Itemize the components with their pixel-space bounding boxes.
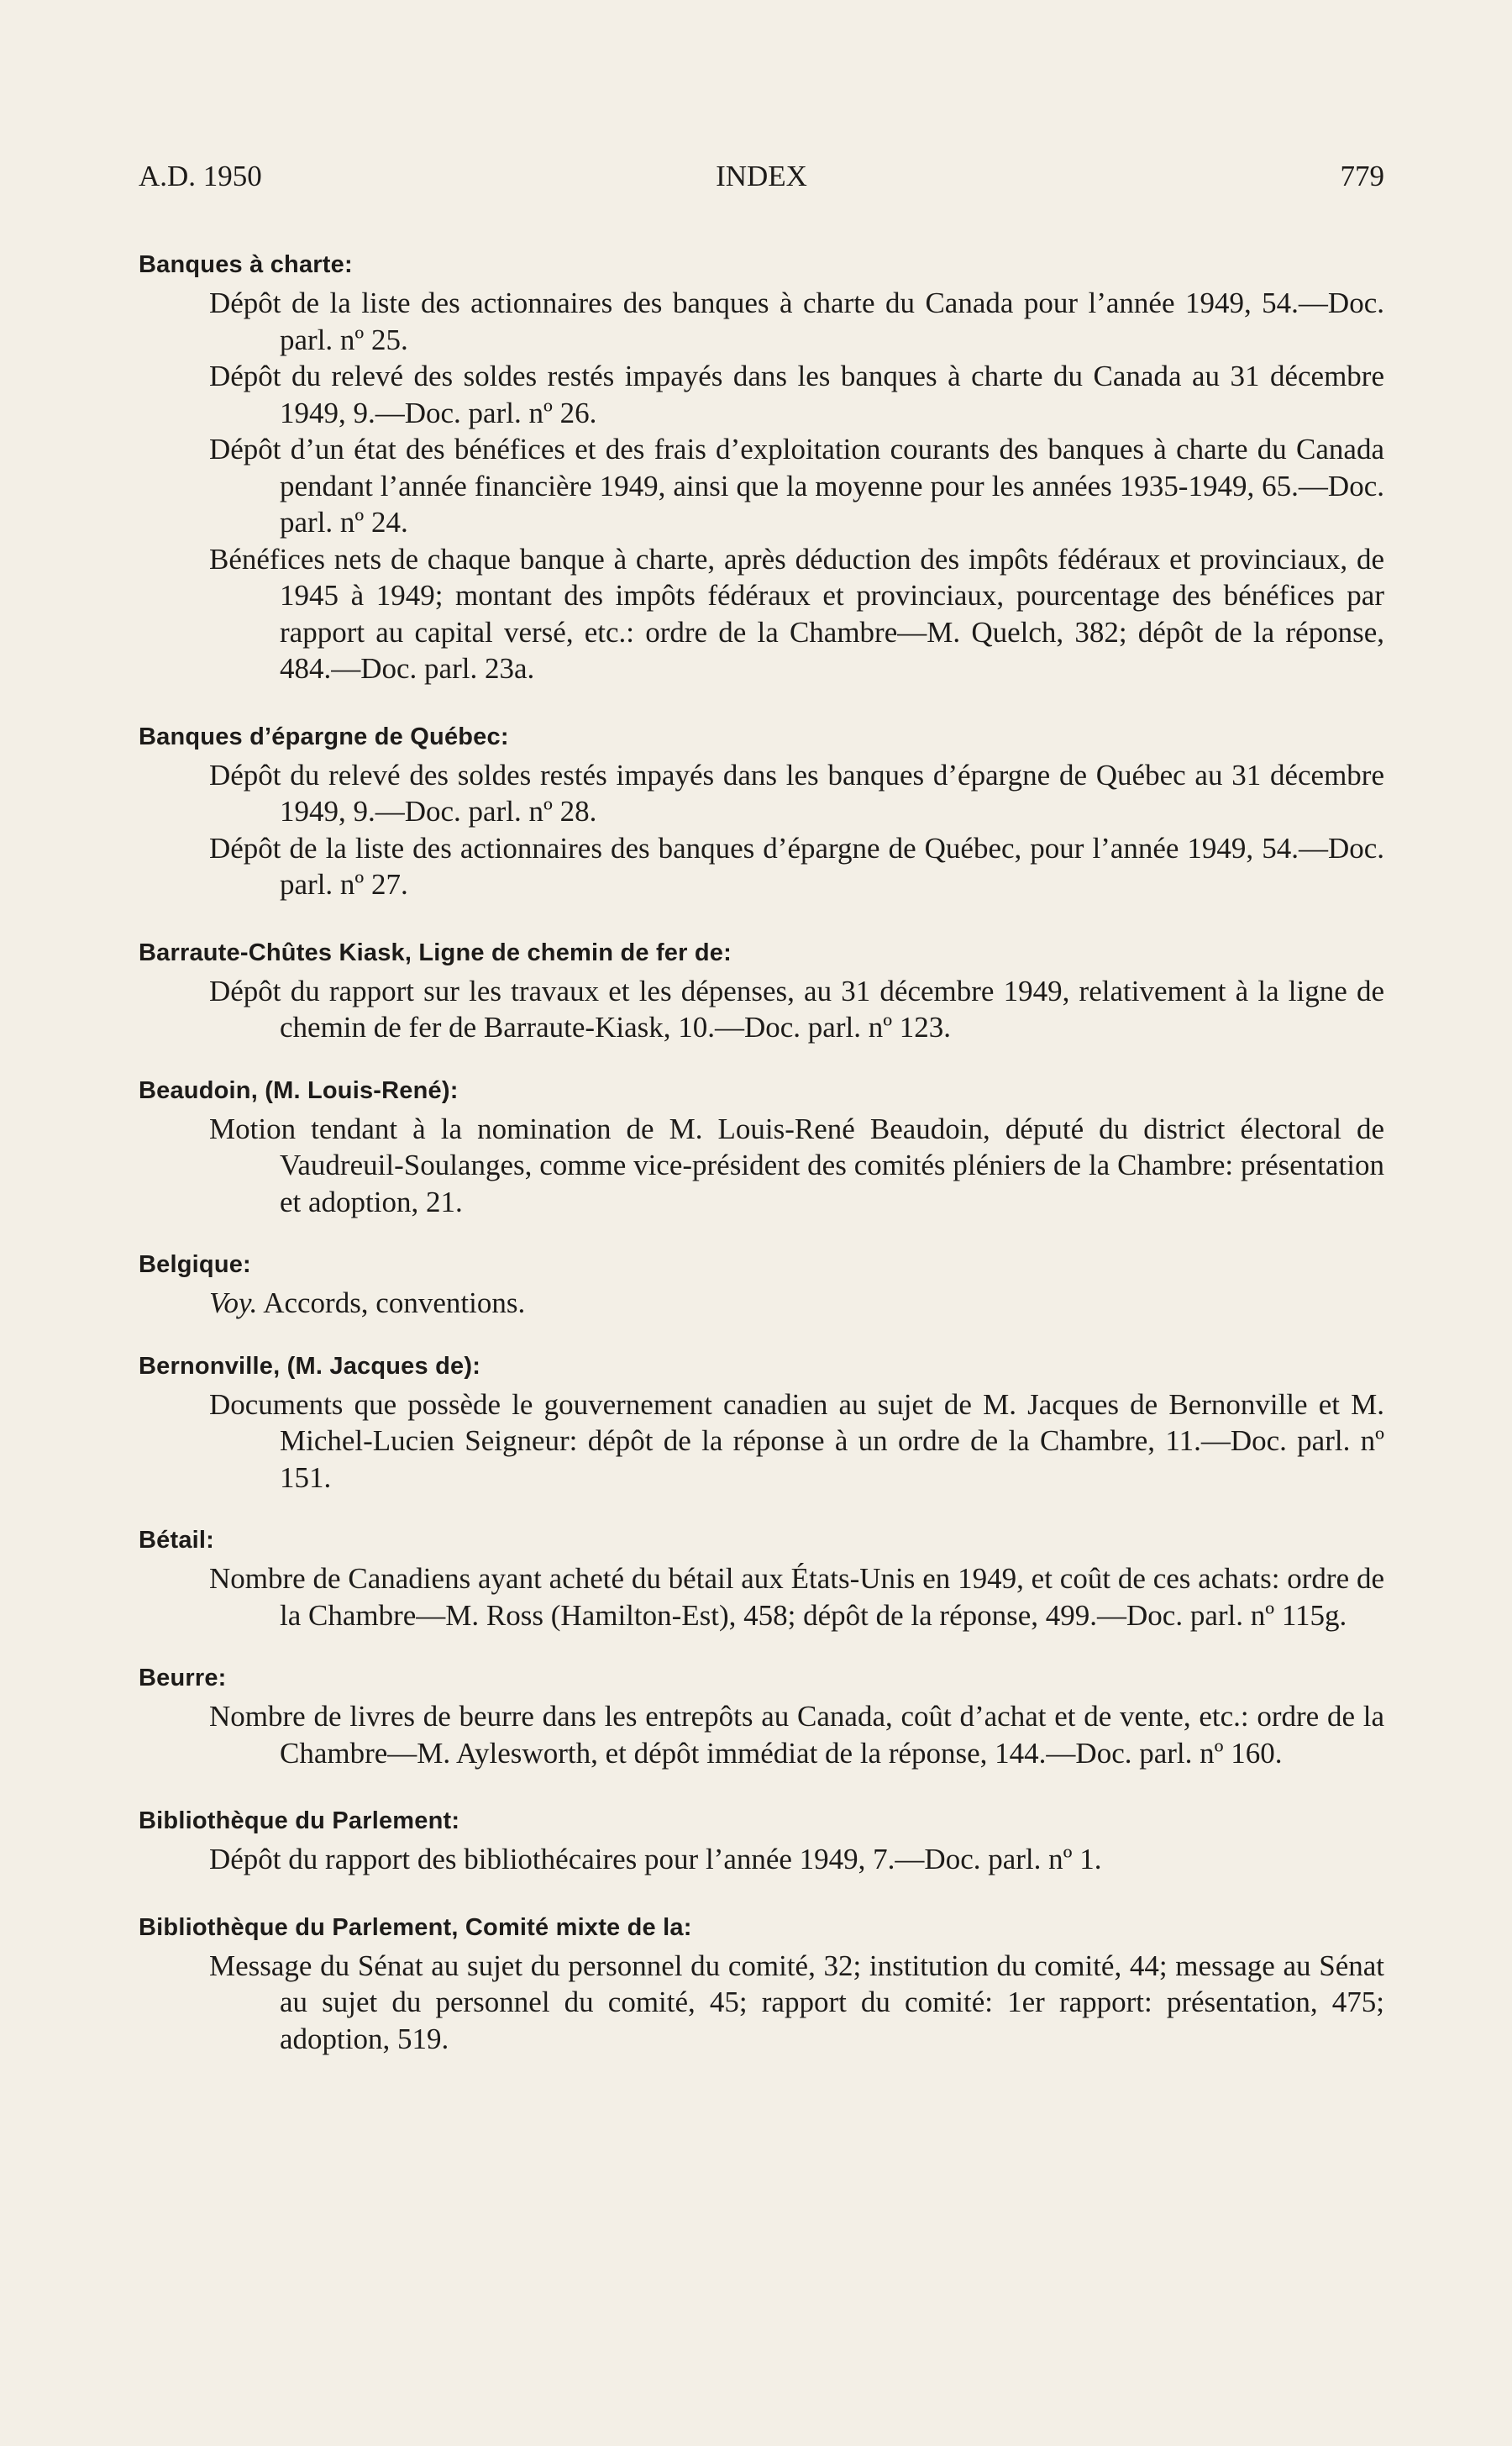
voy-label: Voy. — [209, 1286, 258, 1319]
running-head-year: A.D. 1950 — [139, 160, 262, 192]
index-entry-belgique — [139, 1248, 1384, 1322]
entry-item: Documents que possède le gouvernement canadien au sujet de M. Jacques de Bernonville et M. Michel-Lucien Seigneur: dépôt de la réponse à un ordre de la Chambre, 11.—Doc. parl. nº 151. — [209, 1387, 1384, 1494]
voy-target: Accords, conventions. — [263, 1286, 526, 1319]
entry-heading: Bibliothèque du Parlement: — [139, 1807, 460, 1834]
entry-item: Dépôt d’un état des bénéfices et des frais d’exploitation courants des banques à charte du Canada pendant l’année financière 1949, ainsi que la moyenne pour les années 1935-1949, 65.—Doc. parl. nº 24. — [209, 433, 1384, 539]
page-number: 779 — [1340, 160, 1384, 192]
index-entry-bibliotheque-parlement — [139, 1804, 1384, 1878]
entry-cross-reference — [209, 1285, 1384, 1322]
entry-heading: Banques d’épargne de Québec: — [139, 723, 509, 750]
entry-item: Bénéfices nets de chaque banque à charte, après déduction des impôts fédéraux et provinciaux, de 1945 à 1949; montant des impôts fédéraux et provinciaux, pourcentage des bénéfices par rapport au capital versé, etc.: ordre de la Chambre—M. Quelch, 382; dépôt de la réponse, 484.—Doc. parl. 23a. — [209, 542, 1384, 685]
entry-item: Nombre de Canadiens ayant acheté du bétail aux États-Unis en 1949, et coût de ces achats: ordre de la Chambre—M. Ross (Hamilton-Est), 458; dépôt de la réponse, 499.—Doc. parl. nº 115g. — [209, 1562, 1384, 1632]
entry-item: Motion tendant à la nomination de M. Louis-René Beaudoin, député du district électoral de Vaudreuil-Soulanges, comme vice-président des comités pléniers de la Chambre: présentation et adoption, 21. — [209, 1112, 1384, 1218]
entry-heading: Beaudoin, (M. Louis-René): — [139, 1076, 459, 1104]
entry-item: Dépôt du rapport sur les travaux et les dépenses, au 31 décembre 1949, relativement à la ligne de chemin de fer de Barraute-Kiask, 10.—Doc. parl. nº 123. — [209, 974, 1384, 1044]
index-entry-barraute-chutes-kiask — [139, 936, 1384, 1046]
entry-heading: Bernonville, (M. Jacques de): — [139, 1352, 481, 1380]
entry-heading: Bibliothèque du Parlement, Comité mixte de la: — [139, 1913, 692, 1941]
entry-item: Dépôt du rapport des bibliothécaires pour l’année 1949, 7.—Doc. parl. nº 1. — [209, 1843, 1102, 1875]
entry-item: Nombre de livres de beurre dans les entrepôts au Canada, coût d’achat et de vente, etc.: ordre de la Chambre—M. Aylesworth, et dépôt immédiat de la réponse, 144.—Doc. parl. nº 160. — [209, 1700, 1384, 1770]
index-entry-banques-a-charte — [139, 248, 1384, 687]
index-entry-bernonville — [139, 1349, 1384, 1497]
entry-heading: Banques à charte: — [139, 251, 353, 278]
index-content — [139, 248, 1384, 2057]
index-entry-beurre — [139, 1661, 1384, 1771]
entry-heading: Bétail: — [139, 1527, 215, 1554]
index-entry-banques-epargne-quebec — [139, 720, 1384, 903]
index-entry-betail — [139, 1523, 1384, 1633]
running-head-title: INDEX — [716, 160, 807, 192]
entry-item: Message du Sénat au sujet du personnel du comité, 32; institution du comité, 44; message au Sénat au sujet du personnel du comité, 45; rapport du comité: 1er rapport: présentation, 475; adoption, 519. — [209, 1949, 1384, 2055]
entry-heading: Barraute-Chûtes Kiask, Ligne de chemin de fer de: — [139, 939, 732, 966]
entry-heading: Belgique: — [139, 1251, 251, 1278]
entry-item: Dépôt de la liste des actionnaires des banques à charte du Canada pour l’année 1949, 54.—Doc. parl. nº 25. — [209, 287, 1384, 356]
entry-item: Dépôt du relevé des soldes restés impayés dans les banques d’épargne de Québec au 31 décembre 1949, 9.—Doc. parl. nº 28. — [209, 758, 1384, 828]
index-entry-bibliotheque-comite-mixte — [139, 1911, 1384, 2058]
running-head — [139, 155, 1384, 197]
entry-item: Dépôt du relevé des soldes restés impayés dans les banques à charte du Canada au 31 décembre 1949, 9.—Doc. parl. nº 26. — [209, 360, 1384, 429]
index-entry-beaudoin — [139, 1074, 1384, 1221]
entry-heading: Beurre: — [139, 1665, 227, 1691]
entry-item: Dépôt de la liste des actionnaires des banques d’épargne de Québec, pour l’année 1949, 54.—Doc. parl. nº 27. — [209, 831, 1384, 901]
